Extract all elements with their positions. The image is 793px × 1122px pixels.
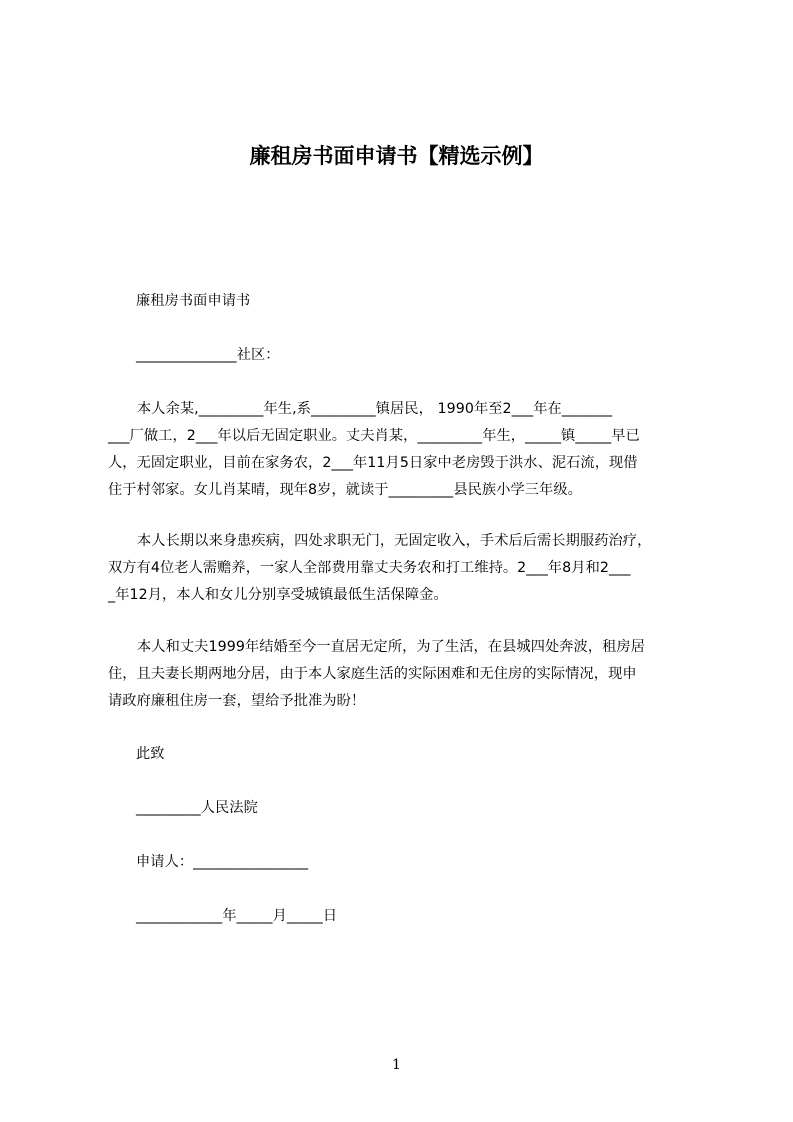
applicant-signature-line: 申请人：________________: [136, 854, 309, 870]
paragraph-2-line-3: _年12月，本人和女儿分别享受城镇最低生活保障金。: [108, 587, 448, 603]
document-title: 廉租房书面申请书【精选示例】: [249, 144, 544, 168]
page-number: 1: [392, 1057, 401, 1073]
paragraph-2-line-2: 双方有4位老人需赡养，一家人全部费用靠丈夫务农和打工维持。2___年8月和2___: [108, 560, 631, 576]
paragraph-1-line-2: ___厂做工，2___年以后无固定职业。丈夫肖某，_________年生，_____镇_____早已: [108, 428, 640, 444]
date-line: ____________年_____月_____日: [136, 908, 338, 924]
paragraph-2-line-1: 本人长期以来身患疾病，四处求职无门，无固定收入，手术后后需长期服药治疗，: [137, 533, 652, 549]
paragraph-3-line-3: 请政府廉租住房一套，望给予批准为盼！: [108, 693, 366, 709]
addressee-line: ______________社区：: [136, 347, 280, 363]
letter-heading: 廉租房书面申请书: [136, 293, 251, 309]
paragraph-1-line-3: 人，无固定职业，目前在家务农，2___年11月5日家中老房毁于洪水、泥石流，现借: [108, 455, 638, 471]
paragraph-1-line-1: 本人余某,_________年生,系_________镇居民， 1990年至2___年在_______: [137, 401, 613, 417]
paragraph-3-line-2: 住，且夫妻长期两地分居，由于本人家庭生活的实际困难和无住房的实际情况，现申: [108, 666, 637, 682]
court-line: _________人民法院: [136, 800, 258, 816]
paragraph-1-line-4: 住于村邻家。女儿肖某晴，现年8岁，就读于_________县民族小学三年级。: [108, 482, 582, 498]
paragraph-3-line-1: 本人和丈夫1999年结婚至今一直居无定所，为了生活，在县城四处奔波，租房居: [137, 639, 645, 655]
closing-salutation: 此致: [136, 746, 165, 762]
